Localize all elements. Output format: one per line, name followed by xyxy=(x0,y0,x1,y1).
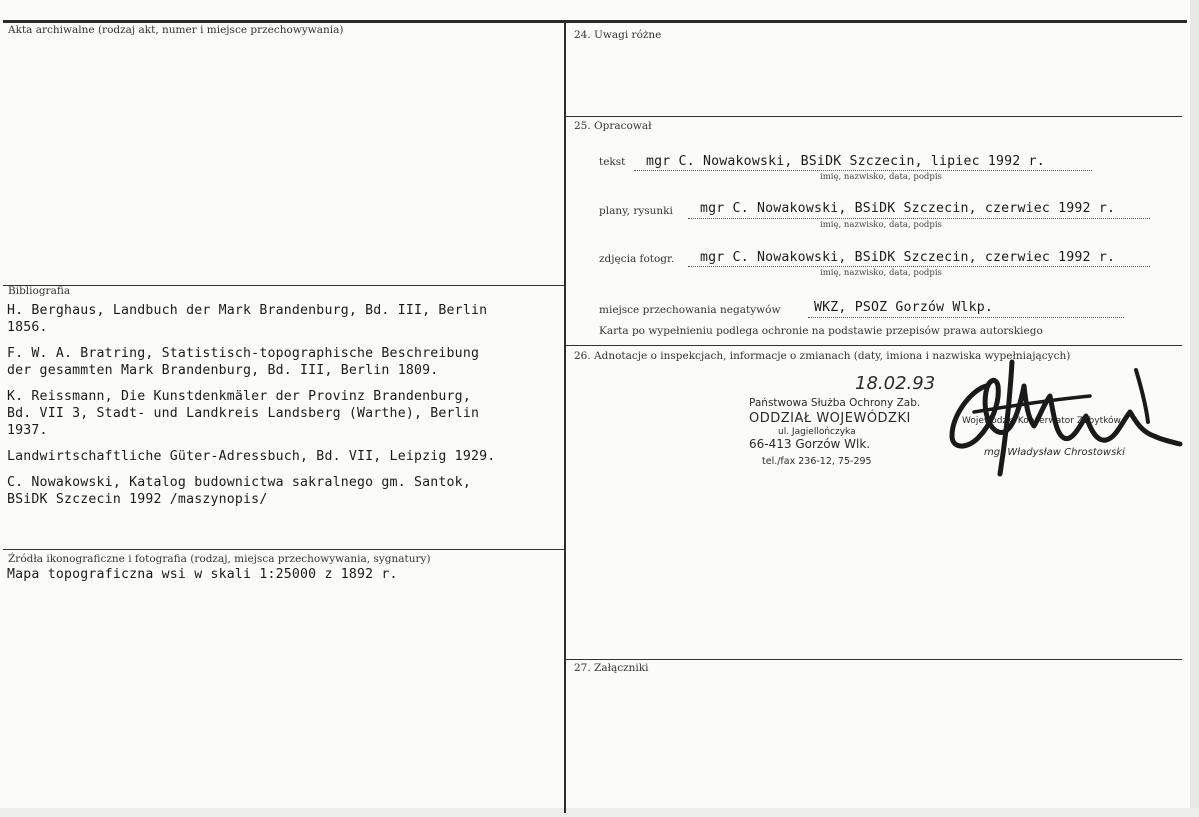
text-author-value: mgr C. Nowakowski, BSiDK Szczecin, lipiec 1992 r. xyxy=(646,154,1045,169)
bibliography-line: 1856. xyxy=(7,320,48,335)
prepared-rule xyxy=(566,116,1182,117)
inspection-rule xyxy=(566,345,1182,346)
bibliography-rule xyxy=(3,285,565,286)
archival-records-label: Akta archiwalne (rodzaj akt, numer i miejsce przechowywania) xyxy=(8,24,344,36)
photos-author-underline xyxy=(688,266,1150,267)
plans-author-underline xyxy=(688,218,1150,219)
photos-author-caption: imię, nazwisko, data, podpis xyxy=(820,268,942,278)
stamp-line: Państwowa Służba Ochrony Zab. xyxy=(749,397,921,409)
iconographic-sources-label: Źródła ikonograficzne i fotografia (rodzaj, miejsca przechowywania, sygnatury) xyxy=(8,553,431,565)
sources-rule xyxy=(3,549,565,550)
photos-author-label: zdjęcia fotogr. xyxy=(599,253,675,265)
stamp-line: ul. Jagiellończyka xyxy=(778,427,856,437)
handwritten-signature xyxy=(940,356,1185,481)
bibliography-label: Bibliografia xyxy=(8,285,71,297)
inspection-date: 18.02.93 xyxy=(855,373,936,394)
iconographic-sources-value: Mapa topograficzna wsi w skali 1:25000 z 1892 r. xyxy=(7,567,398,582)
conservator-title: Wojewódzki Konserwator Zabytków xyxy=(962,416,1121,426)
photos-author-value: mgr C. Nowakowski, BSiDK Szczecin, czerwiec 1992 r. xyxy=(700,250,1116,265)
text-author-underline xyxy=(634,170,1092,171)
attachments-rule xyxy=(566,659,1182,660)
negatives-location-label: miejsce przechowania negatywów xyxy=(599,304,781,316)
bibliography-line: F. W. A. Bratring, Statistisch-topographische Beschreibung xyxy=(7,346,480,361)
bibliography-line: 1937. xyxy=(7,423,48,438)
text-author-caption: imię, nazwisko, data, podpis xyxy=(820,172,942,182)
plans-author-value: mgr C. Nowakowski, BSiDK Szczecin, czerwiec 1992 r. xyxy=(700,201,1116,216)
bibliography-line: H. Berghaus, Landbuch der Mark Brandenburg, Bd. III, Berlin xyxy=(7,303,488,318)
copyright-note: Karta po wypełnieniu podlega ochronie na podstawie przepisów prawa autorskiego xyxy=(599,325,1043,337)
stamp-line: 66-413 Gorzów Wlk. xyxy=(749,437,871,451)
scan-edge-bottom xyxy=(0,808,1199,817)
plans-author-caption: imię, nazwisko, data, podpis xyxy=(820,220,942,230)
bibliography-line: K. Reissmann, Die Kunstdenkmäler der Provinz Brandenburg, xyxy=(7,389,471,404)
remarks-label: 24. Uwagi różne xyxy=(574,29,662,41)
bibliography-line: der gesammten Mark Brandenburg, Bd. III, Berlin 1809. xyxy=(7,363,439,378)
column-divider xyxy=(564,21,566,813)
conservator-name: mgr Władysław Chrostowski xyxy=(984,447,1125,458)
negatives-location-underline xyxy=(808,317,1124,318)
stamp-line: tel./fax 236-12, 75-295 xyxy=(762,456,872,467)
prepared-by-label: 25. Opracował xyxy=(574,120,652,132)
bibliography-line: Landwirtschaftliche Güter-Adressbuch, Bd. VII, Leipzig 1929. xyxy=(7,449,496,464)
attachments-label: 27. Załączniki xyxy=(574,662,649,674)
text-author-label: tekst xyxy=(599,156,626,168)
top-rule xyxy=(3,20,1187,23)
bibliography-line: BSiDK Szczecin 1992 /maszynopis/ xyxy=(7,492,268,507)
plans-author-label: plany, rysunki xyxy=(599,205,673,217)
stamp-line: ODDZIAŁ WOJEWÓDZKI xyxy=(749,411,911,426)
scan-edge-right xyxy=(1190,0,1199,817)
bibliography-line: C. Nowakowski, Katalog budownictwa sakralnego gm. Santok, xyxy=(7,475,471,490)
negatives-location-value: WKZ, PSOZ Gorzów Wlkp. xyxy=(814,300,994,315)
bibliography-line: Bd. VII 3, Stadt- und Landkreis Landsberg (Warthe), Berlin xyxy=(7,406,480,421)
inspection-notes-label: 26. Adnotacje o inspekcjach, informacje o zmianach (daty, imiona i nazwiska wypełniających) xyxy=(574,350,1071,362)
